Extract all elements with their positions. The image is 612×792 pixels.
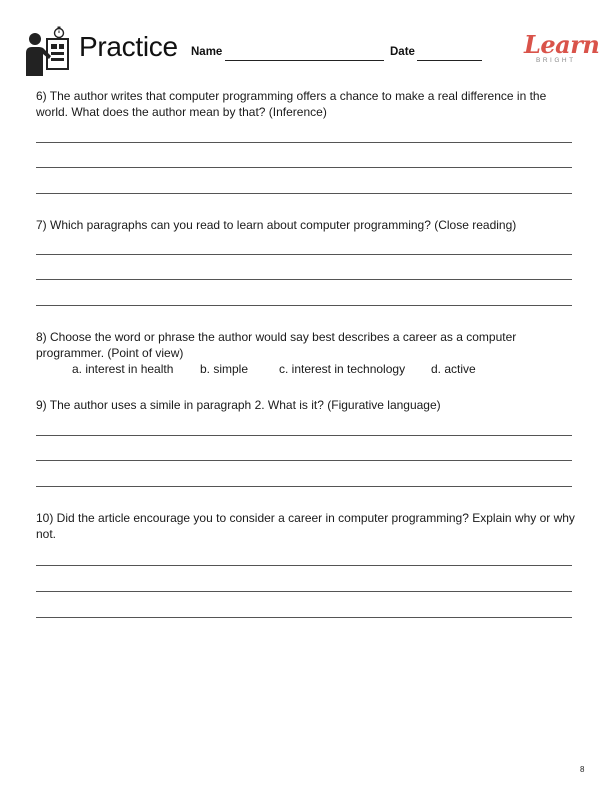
answer-line[interactable]	[36, 460, 572, 461]
answer-line[interactable]	[36, 254, 572, 255]
answer-line[interactable]	[36, 305, 572, 306]
question-8: 8) Choose the word or phrase the author would say best describes a career as a computer programmer. (Point of view)	[36, 330, 517, 360]
learn-bright-logo	[518, 28, 600, 70]
answer-line[interactable]	[36, 486, 572, 487]
question-6: 6) The author writes that computer programming offers a chance to make a real difference in the world. What does the author mean by that? (Inference)	[36, 89, 547, 119]
answer-line[interactable]	[36, 279, 572, 280]
name-label: Name	[191, 46, 223, 58]
question-10: 10) Did the article encourage you to consider a career in computer programming? Explain why or why not.	[36, 511, 575, 541]
date-label: Date	[390, 46, 415, 58]
teacher-at-board-icon	[24, 26, 72, 76]
answer-line[interactable]	[36, 591, 572, 592]
page-title: Practice	[79, 31, 178, 62]
answer-line[interactable]	[36, 565, 572, 566]
logo-subtitle: BRIGHT	[536, 57, 576, 64]
answer-line[interactable]	[36, 435, 572, 436]
choice-d[interactable]: d. active	[431, 362, 476, 376]
choice-b[interactable]: b. simple	[200, 362, 249, 376]
choice-c[interactable]: c. interest in technology	[279, 362, 406, 376]
answer-line[interactable]	[36, 167, 572, 168]
date-field[interactable]	[417, 60, 482, 61]
logo-word: Learn	[524, 30, 600, 59]
answer-line[interactable]	[36, 142, 572, 143]
answer-line[interactable]	[36, 617, 572, 618]
name-field[interactable]	[225, 60, 384, 61]
question-9: 9) The author uses a simile in paragraph 2. What is it? (Figurative language)	[36, 398, 441, 412]
choice-a[interactable]: a. interest in health	[72, 362, 174, 376]
worksheet-header	[0, 0, 612, 84]
answer-line[interactable]	[36, 193, 572, 194]
question-7: 7) Which paragraphs can you read to learn about computer programming? (Close reading)	[36, 218, 517, 232]
page-number: 8	[580, 765, 585, 774]
